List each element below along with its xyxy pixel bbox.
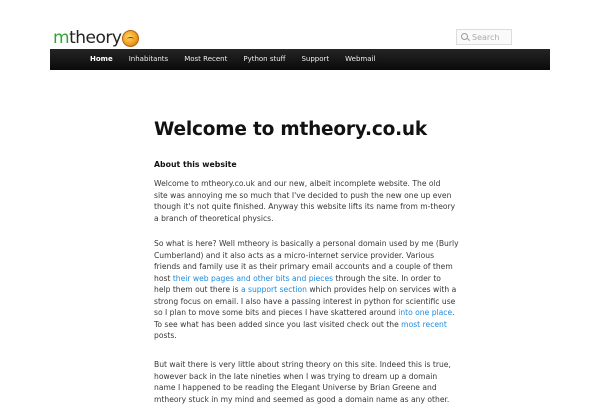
most-recent-link[interactable]: most recent xyxy=(401,320,447,329)
page-title: Welcome to mtheory.co.uk xyxy=(154,118,446,142)
paragraph-line: posts. xyxy=(154,330,446,342)
about-paragraph xyxy=(154,238,446,342)
paragraph-line: Welcome to mtheory.co.uk and our new, albeit incomplete website. The old xyxy=(154,178,446,190)
logo-m: m xyxy=(53,28,69,48)
site-header xyxy=(0,0,600,49)
search-input[interactable] xyxy=(472,33,512,42)
paragraph-line: however back in the late nineties when I was trying to dream up a domain xyxy=(154,371,446,383)
nav-item-most-recent[interactable]: Most Recent xyxy=(176,49,235,70)
one-place-link[interactable]: into one place xyxy=(398,308,452,317)
text-fragment: help them out there is xyxy=(154,285,241,294)
text-fragment: so I plan to move some bits and pieces I have skattered around xyxy=(154,308,398,317)
nav-item-support[interactable]: Support xyxy=(293,49,337,70)
search-box[interactable] xyxy=(456,29,512,45)
paragraph-line: a branch of theoretical physics. xyxy=(154,213,446,225)
support-section-link[interactable]: a support section xyxy=(241,285,307,294)
paragraph-line: mtheory stuck in my mind and seemed as good a domain name as any other. xyxy=(154,394,446,405)
paragraph-line: Cumberland) and it also acts as a micro-internet service provider. Various xyxy=(154,250,446,262)
web-pages-link[interactable]: their web pages and other bits and pieces xyxy=(173,274,333,283)
paragraph-line xyxy=(154,284,446,296)
search-icon xyxy=(461,33,469,41)
text-fragment: which provides help on services with a xyxy=(307,285,456,294)
smiley-emblem-icon xyxy=(122,30,139,47)
string-theory-paragraph xyxy=(154,359,446,405)
paragraph-line xyxy=(154,319,446,331)
site-logo[interactable] xyxy=(53,28,139,48)
nav-item-inhabitants[interactable]: Inhabitants xyxy=(121,49,176,70)
paragraph-line xyxy=(154,273,446,285)
paragraph-line xyxy=(154,307,446,319)
paragraph-line: strong focus on email. I also have a passing interest in python for scientific use xyxy=(154,296,446,308)
main-navigation xyxy=(50,49,550,70)
text-fragment: . xyxy=(452,308,454,317)
paragraph-line: though it's not quite finished. Anyway this website lifts its name from m-theory xyxy=(154,201,446,213)
paragraph-line: name I happened to be reading the Elegant Universe by Brian Greene and xyxy=(154,382,446,394)
nav-item-webmail[interactable]: Webmail xyxy=(337,49,383,70)
section-heading: About this website xyxy=(154,160,237,169)
intro-paragraph xyxy=(154,178,446,224)
logo-text: theory xyxy=(69,28,121,48)
paragraph-line: friends and family use it as their primary email accounts and a couple of them xyxy=(154,261,446,273)
page-content xyxy=(154,118,446,142)
nav-item-python-stuff[interactable]: Python stuff xyxy=(235,49,293,70)
paragraph-line: But wait there is very little about string theory on this site. Indeed this is true, xyxy=(154,359,446,371)
text-fragment: host xyxy=(154,274,173,283)
nav-item-home[interactable]: Home xyxy=(82,49,121,70)
text-fragment: To see what has been added since you last visited check out the xyxy=(154,320,401,329)
paragraph-line: site was annoying me so much that I've decided to push the new one up even xyxy=(154,190,446,202)
text-fragment: through the site. In order to xyxy=(333,274,441,283)
paragraph-line: So what is here? Well mtheory is basically a personal domain used by me (Burly xyxy=(154,238,446,250)
